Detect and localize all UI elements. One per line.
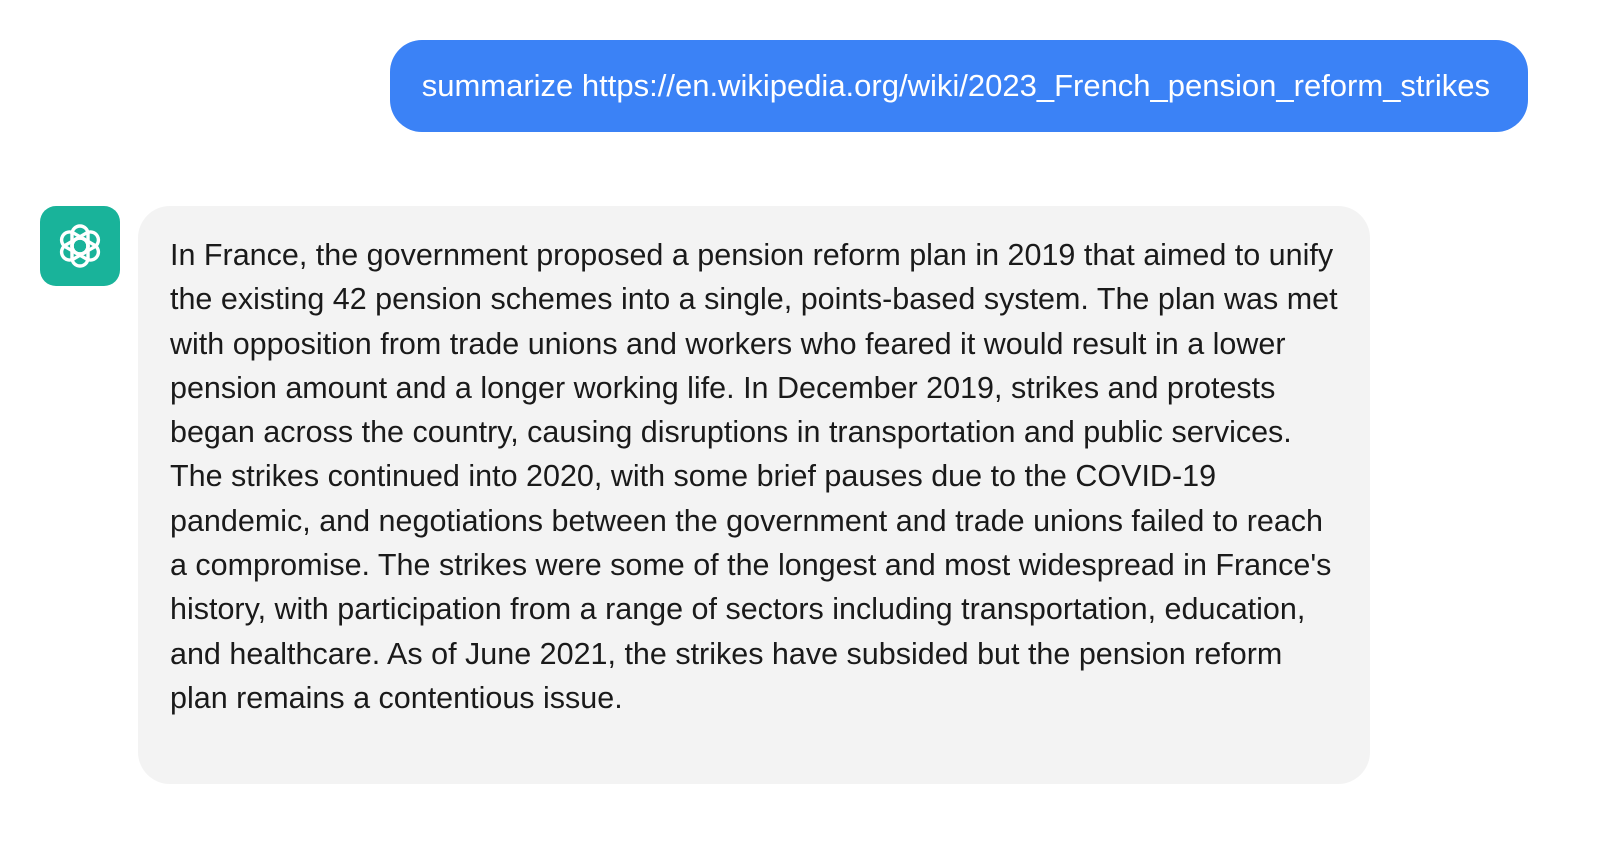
assistant-message-bubble	[138, 206, 1370, 784]
user-message-bubble	[390, 40, 1528, 132]
assistant-message-text: In France, the government proposed a pension reform plan in 2019 that aimed to unify the existing 42 pension schemes into a single, points-based system. The plan was met with opposition from trade unions and workers who feared it would result in a lower pension amount and a longer working life. In December 2019, strikes and protests began across the country, causing disruptions in transportation and public services. The strikes continued into 2020, with some brief pauses due to the COVID-19 pandemic, and negotiations between the government and trade unions failed to reach a compromise. The strikes were some of the longest and most widespread in France's history, with participation from a range of sectors including transportation, education, and healthcare. As of June 2021, the strikes have subsided but the pension reform plan remains a contentious issue.	[170, 238, 1338, 715]
user-message-text: summarize https://en.wikipedia.org/wiki/2023_French_pension_reform_strikes	[421, 68, 1490, 103]
openai-logo-icon	[54, 220, 106, 272]
assistant-avatar	[40, 206, 120, 286]
